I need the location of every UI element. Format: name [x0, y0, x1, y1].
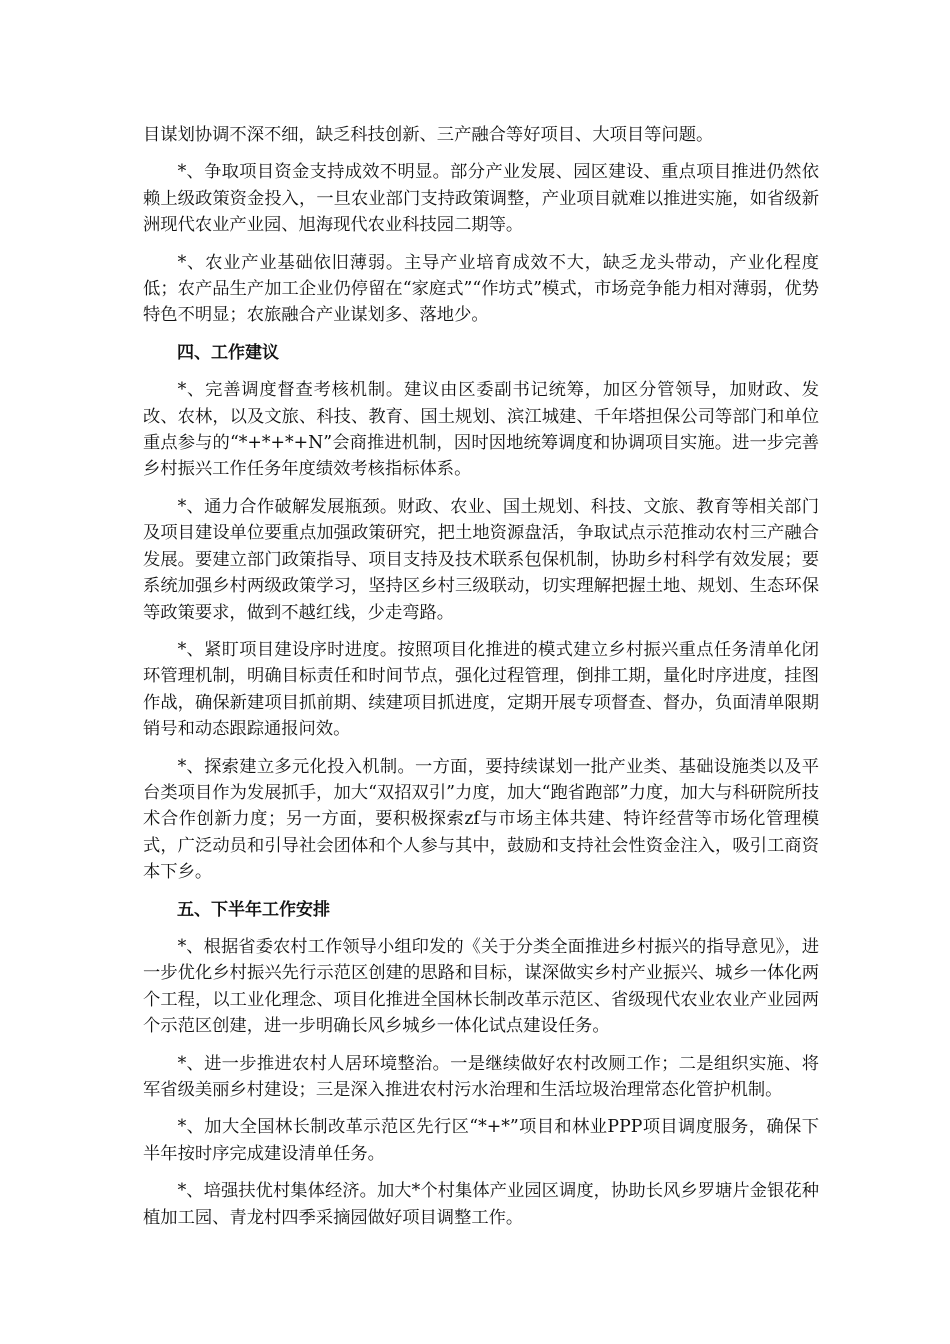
document-body	[143, 122, 819, 1242]
paragraph-guidance-opinion: *、根据省委农村工作领导小组印发的《关于分类全面推进乡村振兴的指导意见》，进一步优化乡村振兴先行示范区创建的思路和目标，谋深做实乡村产业振兴、城乡一体化两个工程，以工业化理念、项目化推进全国林长制改革示范区、省级现代农业农业产业园两个示范区创建，进一步明确长风乡城乡一体化试点建设任务。	[143, 936, 819, 1037]
paragraph-funding-support: *、争取项目资金支持成效不明显。部分产业发展、园区建设、重点项目推进仍然依赖上级政策资金投入，一旦农业部门支持政策调整，产业项目就难以推进实施，如省级新洲现代农业产业园、旭海现代农业科技园二期等。	[143, 162, 819, 236]
paragraph-investment-mechanism: *、探索建立多元化投入机制。一方面，要持续谋划一批产业类、基础设施类以及平台类项目作为发展抓手，加大“双招双引”力度，加大“跑省跑部”力度，加大与科研院所技术合作创新力度；另一方面，要积极探索zf与市场主体共建、特许经营等市场化管理模式，广泛动员和引导社会团体和个人参与其中，鼓励和支持社会性资金注入，吸引工商资本下乡。	[143, 756, 819, 883]
paragraph-cooperation: *、通力合作破解发展瓶颈。财政、农业、国土规划、科技、文旅、教育等相关部门及项目建设单位要重点加强政策研究，把土地资源盘活，争取试点示范推动农村三产融合发展。要建立部门政策指导、项目支持及技术联系包保机制，协助乡村科学有效发展；要系统加强乡村两级政策学习，坚持区乡村三级联动，切实理解把握土地、规划、生态环保等政策要求，做到不越红线，少走弯路。	[143, 496, 819, 623]
paragraph-collective-economy: *、培强扶优村集体经济。加大*个村集体产业园区调度，协助长风乡罗塘片金银花种植加工园、青龙村四季采摘园做好项目调整工作。	[143, 1181, 819, 1228]
paragraph-supervision-mechanism: *、完善调度督查考核机制。建议由区委副书记统筹，加区分管领导，加财政、发改、农林，以及文旅、科技、教育、国土规划、滨江城建、千年塔担保公司等部门和单位重点参与的“*+*+*+N”会商推进机制，因时因地统筹调度和协调项目实施。进一步完善乡村振兴工作任务年度绩效考核指标体系。	[143, 380, 819, 480]
section-heading-second-half-plan: 五、下半年工作安排	[177, 899, 330, 920]
paragraph-industry-foundation: *、农业产业基础依旧薄弱。主导产业培育成效不大，缺乏龙头带动，产业化程度低；农产品生产加工企业仍停留在“家庭式”“作坊式”模式，市场竞争能力相对薄弱，优势特色不明显；农旅融合产业谋划多、落地少。	[143, 252, 819, 326]
section-heading-work-suggestions: 四、工作建议	[177, 342, 279, 363]
paragraph-continuation: 目谋划协调不深不细，缺乏科技创新、三产融合等好项目、大项目等问题。	[143, 125, 714, 145]
paragraph-living-environment: *、进一步推进农村人居环境整治。一是继续做好农村改厕工作；二是组织实施、将军省级美丽乡村建设；三是深入推进农村污水治理和生活垃圾治理常态化管护机制。	[143, 1053, 819, 1100]
paragraph-project-progress: *、紧盯项目建设序时进度。按照项目化推进的模式建立乡村振兴重点任务清单化闭环管理机制，明确目标责任和时间节点，强化过程管理，倒排工期，量化时序进度，挂图作战，确保新建项目抓前期、续建项目抓进度，定期开展专项督查、督办，负面清单限期销号和动态跟踪通报问效。	[143, 639, 819, 740]
paragraph-forest-chief-reform: *、加大全国林长制改革示范区先行区“*+*”项目和林业PPP项目调度服务，确保下半年按时序完成建设清单任务。	[143, 1117, 819, 1164]
